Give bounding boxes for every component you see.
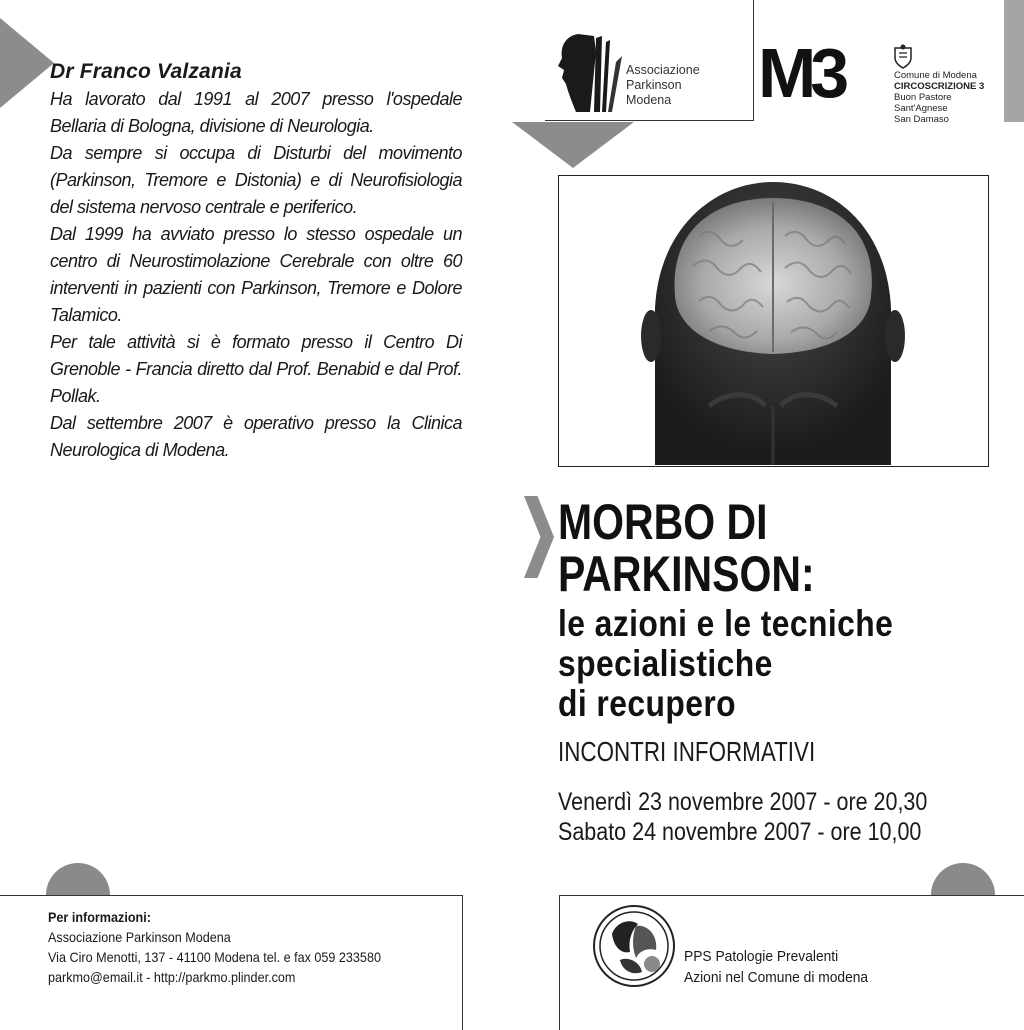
info-line: Associazione Parkinson Modena [48, 929, 231, 945]
main-title: MORBO DI PARKINSON: [558, 494, 815, 602]
half-circle-right-decoration [931, 863, 995, 895]
brain-image [558, 175, 989, 467]
bio-paragraph: Da sempre si occupa di Disturbi del movimento (Parkinson, Tremore e Distonia) e di Neurofisiologia del sistema nervoso centrale e periferico. [50, 143, 462, 217]
bio-paragraph: Ha lavorato dal 1991 al 2007 presso l'ospedale Bellaria di Bologna, divisione di Neurologia. [50, 89, 462, 136]
bio-paragraph: Dal settembre 2007 è operativo presso la Clinica Neurologica di Modena. [50, 413, 462, 460]
event-date: Venerdì 23 novembre 2007 - ore 20,30 [558, 788, 928, 816]
contact-info [48, 907, 418, 987]
chevron-icon [524, 496, 554, 578]
left-triangle-decoration [0, 18, 54, 108]
comune-text: Comune di Modena CIRCOSCRIZIONE 3 Buon Pastore Sant'Agnese San Damaso [894, 70, 985, 125]
event-dates [558, 787, 927, 847]
section-heading: INCONTRI INFORMATIVI [558, 736, 816, 767]
biography [50, 60, 462, 464]
event-date: Sabato 24 novembre 2007 - ore 10,00 [558, 818, 922, 846]
info-line[interactable]: parkmo@email.it - http://parkmo.plinder.com [48, 969, 296, 985]
subtitle: le azioni e le tecniche specialistiche di recupero [558, 603, 894, 724]
info-line: Via Ciro Menotti, 137 - 41100 Modena tel. e fax 059 233580 [48, 949, 381, 965]
pps-text: PPS Patologie Prevalenti Azioni nel Comune di modena [684, 948, 869, 986]
bio-paragraph: Per tale attività si è formato presso il Centro Di Grenoble - Francia diretto dal Prof. Benabid e dal Prof. Pollak. [50, 332, 462, 406]
half-circle-left-decoration [46, 863, 110, 895]
profile-face-icon [556, 32, 626, 116]
corner-bar-decoration [1004, 0, 1024, 122]
down-triangle-decoration [512, 122, 634, 168]
m3-logo: M3 [758, 34, 844, 112]
pps-logo-icon [592, 904, 676, 988]
association-name: Associazione Parkinson Modena [626, 63, 700, 107]
bio-paragraph: Dal 1999 ha avviato presso lo stesso ospedale un centro di Neurostimolazione Cerebrale con oltre 60 interventi in pazienti con Parkinson, Tremore e Dolore Talamico. [50, 224, 462, 325]
info-heading: Per informazioni: [48, 909, 151, 925]
doctor-name: Dr Franco Valzania [50, 60, 242, 83]
coat-of-arms-icon [892, 44, 914, 70]
